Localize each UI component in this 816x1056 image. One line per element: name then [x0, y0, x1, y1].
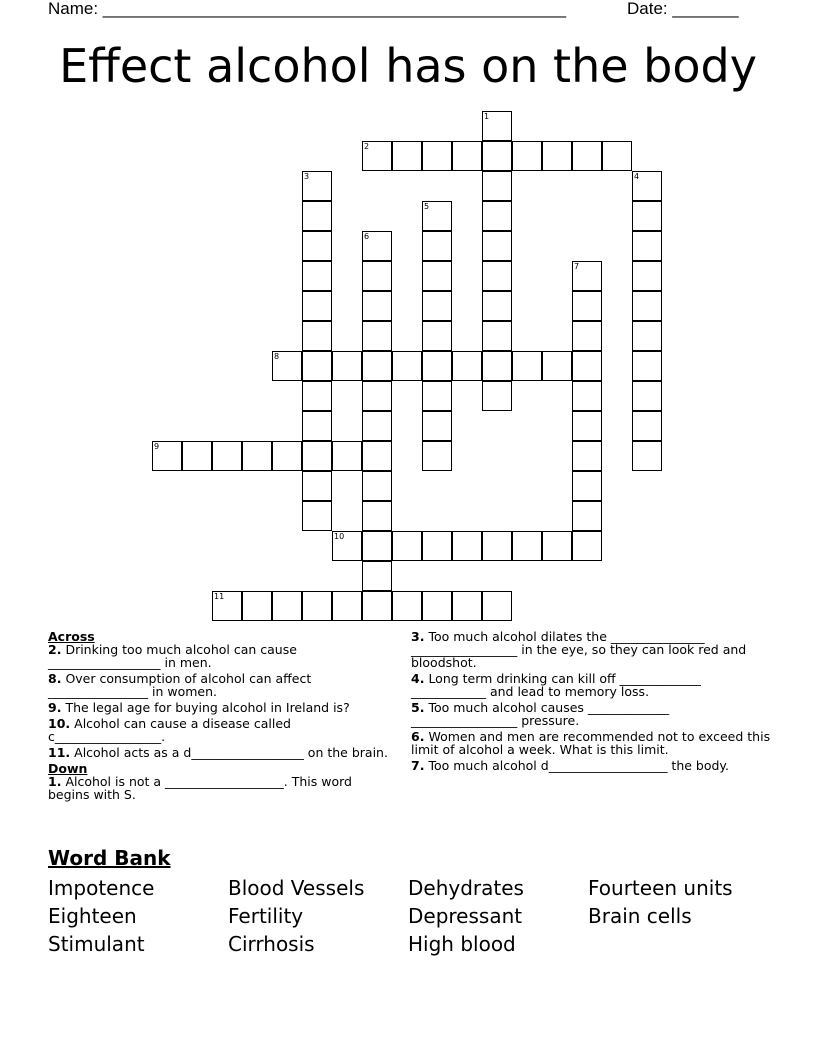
crossword-cell[interactable] [332, 441, 362, 471]
crossword-cell[interactable] [302, 351, 332, 381]
crossword-cell[interactable] [632, 351, 662, 381]
crossword-cell[interactable] [152, 441, 182, 471]
clue-number: 9 [154, 442, 160, 451]
crossword-cell[interactable] [422, 321, 452, 351]
crossword-cell[interactable] [362, 381, 392, 411]
crossword-cell[interactable] [362, 471, 392, 501]
crossword-cell[interactable] [362, 261, 392, 291]
crossword-cell[interactable] [482, 111, 512, 141]
clue-across-2: 2. Drinking too much alcohol can cause __________________ in men. [48, 642, 297, 670]
crossword-cell[interactable] [302, 231, 332, 261]
crossword-cell[interactable] [572, 441, 602, 471]
word-bank-item: Blood Vessels [228, 876, 365, 900]
crossword-cell[interactable] [572, 501, 602, 531]
clue-across-8: 8. Over consumption of alcohol can affect ________________ in women. [48, 671, 312, 699]
crossword-cell[interactable] [422, 231, 452, 261]
crossword-cell[interactable] [362, 351, 392, 381]
clue-down-7: 7. Too much alcohol d___________________ the body. [411, 758, 730, 773]
clues-right-column [411, 630, 771, 775]
crossword-cell[interactable] [422, 531, 452, 561]
clue-down-5: 5. Too much alcohol causes _____________ _________________ pressure. [411, 700, 670, 728]
word-bank-item: Stimulant [48, 932, 145, 956]
crossword-cell[interactable] [392, 351, 422, 381]
crossword-cell[interactable] [182, 441, 212, 471]
crossword-cell[interactable] [332, 531, 362, 561]
crossword-cell[interactable] [482, 591, 512, 621]
crossword-cell[interactable] [302, 261, 332, 291]
crossword-cell[interactable] [482, 291, 512, 321]
word-bank-heading: Word Bank [48, 846, 171, 870]
crossword-cell[interactable] [422, 381, 452, 411]
page-title: Effect alcohol has on the body [59, 39, 757, 93]
crossword-cell[interactable] [422, 201, 452, 231]
clue-number: 4 [634, 172, 640, 181]
clues-left-column [48, 630, 388, 804]
crossword-cell[interactable] [632, 171, 662, 201]
name-field-line[interactable]: Name: _________________________________________________ [48, 0, 567, 18]
crossword-cell[interactable] [302, 321, 332, 351]
crossword-cell[interactable] [212, 591, 242, 621]
crossword-cell[interactable] [452, 531, 482, 561]
clue-across-11: 11. Alcohol acts as a d__________________ on the brain. [48, 745, 388, 760]
word-bank-item: Fourteen units [588, 876, 733, 900]
crossword-cell[interactable] [542, 141, 572, 171]
clue-down-3: 3. Too much alcohol dilates the _______________ _________________ in the eye, so they can look red and bloodshot. [411, 629, 747, 670]
word-bank-item: High blood [408, 932, 516, 956]
crossword-cell[interactable] [482, 141, 512, 171]
crossword-cell[interactable] [422, 141, 452, 171]
crossword-cell[interactable] [632, 231, 662, 261]
crossword-cell[interactable] [302, 471, 332, 501]
crossword-cell[interactable] [302, 201, 332, 231]
crossword-cell[interactable] [362, 231, 392, 261]
date-field-line[interactable]: Date: _______ [627, 0, 739, 18]
clue-number: 7 [574, 262, 580, 271]
across-heading: Across [48, 629, 95, 644]
crossword-cell[interactable] [362, 501, 392, 531]
crossword-cell[interactable] [482, 321, 512, 351]
word-bank-item: Fertility [228, 904, 304, 928]
crossword-cell[interactable] [302, 291, 332, 321]
clue-number: 10 [334, 532, 345, 541]
crossword-cell[interactable] [512, 141, 542, 171]
crossword-cell[interactable] [362, 291, 392, 321]
crossword-cell[interactable] [482, 201, 512, 231]
crossword-cell[interactable] [512, 531, 542, 561]
crossword-cell[interactable] [302, 381, 332, 411]
crossword-cell[interactable] [332, 351, 362, 381]
word-bank-item: Depressant [408, 904, 523, 928]
crossword-cell[interactable] [302, 501, 332, 531]
crossword-cell[interactable] [332, 591, 362, 621]
crossword-cell[interactable] [452, 141, 482, 171]
crossword-cell[interactable] [482, 381, 512, 411]
crossword-cell[interactable] [542, 351, 572, 381]
crossword-cell[interactable] [482, 261, 512, 291]
word-bank-item: Brain cells [588, 904, 692, 928]
crossword-cell[interactable] [422, 441, 452, 471]
crossword-cell[interactable] [572, 471, 602, 501]
word-bank-item: Eighteen [48, 904, 137, 928]
crossword-cell[interactable] [482, 231, 512, 261]
clue-number: 8 [274, 352, 280, 361]
crossword-cell[interactable] [632, 201, 662, 231]
crossword-cell[interactable] [422, 291, 452, 321]
crossword-cell[interactable] [572, 261, 602, 291]
crossword-cell[interactable] [422, 261, 452, 291]
word-bank-item: Impotence [48, 876, 155, 900]
crossword-cell[interactable] [422, 411, 452, 441]
crossword-cell[interactable] [362, 141, 392, 171]
crossword-cell[interactable] [242, 591, 272, 621]
crossword-cell[interactable] [512, 351, 542, 381]
clue-down-1: 1. Alcohol is not a ___________________. This word begins with S. [48, 774, 352, 802]
clue-number: 6 [364, 232, 370, 241]
crossword-cell[interactable] [272, 351, 302, 381]
clue-number: 11 [214, 592, 225, 601]
crossword-cell[interactable] [212, 441, 242, 471]
crossword-cell[interactable] [482, 171, 512, 201]
crossword-cell[interactable] [362, 561, 392, 591]
crossword-cell[interactable] [572, 291, 602, 321]
clue-down-4: 4. Long term drinking can kill off _____________ ____________ and lead to memory loss. [411, 671, 701, 699]
crossword-cell[interactable] [632, 321, 662, 351]
crossword-cell[interactable] [572, 321, 602, 351]
crossword-cell[interactable] [632, 411, 662, 441]
crossword-cell[interactable] [242, 441, 272, 471]
crossword-cell[interactable] [632, 261, 662, 291]
crossword-cell[interactable] [632, 381, 662, 411]
word-bank-item: Cirrhosis [228, 932, 315, 956]
clue-number: 5 [424, 202, 430, 211]
crossword-cell[interactable] [362, 321, 392, 351]
crossword-cell[interactable] [272, 441, 302, 471]
crossword-cell[interactable] [362, 441, 392, 471]
crossword-cell[interactable] [452, 351, 482, 381]
crossword-cell[interactable] [362, 531, 392, 561]
crossword-cell[interactable] [302, 411, 332, 441]
crossword-cell[interactable] [602, 141, 632, 171]
clue-number: 3 [304, 172, 310, 181]
crossword-cell[interactable] [422, 351, 452, 381]
down-heading: Down [48, 761, 88, 776]
crossword-cell[interactable] [452, 591, 482, 621]
crossword-cell[interactable] [632, 291, 662, 321]
crossword-cell[interactable] [542, 531, 572, 561]
clue-across-10: 10. Alcohol can cause a disease called c_________________. [48, 716, 291, 744]
clue-down-6: 6. Women and men are recommended not to exceed this limit of alcohol a week. What is this limit. [411, 729, 771, 757]
crossword-cell[interactable] [482, 351, 512, 381]
crossword-cell[interactable] [302, 171, 332, 201]
crossword-cell[interactable] [302, 591, 332, 621]
crossword-cell[interactable] [392, 141, 422, 171]
crossword-cell[interactable] [362, 411, 392, 441]
crossword-cell[interactable] [302, 441, 332, 471]
crossword-cell[interactable] [392, 531, 422, 561]
clue-across-9: 9. The legal age for buying alcohol in Ireland is? [48, 700, 350, 715]
crossword-cell[interactable] [422, 591, 452, 621]
crossword-cell[interactable] [572, 531, 602, 561]
crossword-cell[interactable] [272, 591, 302, 621]
crossword-cell[interactable] [572, 141, 602, 171]
crossword-cell[interactable] [632, 441, 662, 471]
crossword-cell[interactable] [572, 381, 602, 411]
crossword-cell[interactable] [362, 591, 392, 621]
clue-number: 2 [364, 142, 370, 151]
crossword-cell[interactable] [482, 531, 512, 561]
crossword-cell[interactable] [392, 591, 422, 621]
word-bank-item: Dehydrates [408, 876, 524, 900]
crossword-cell[interactable] [572, 411, 602, 441]
crossword-cell[interactable] [572, 351, 602, 381]
clue-number: 1 [484, 112, 490, 121]
